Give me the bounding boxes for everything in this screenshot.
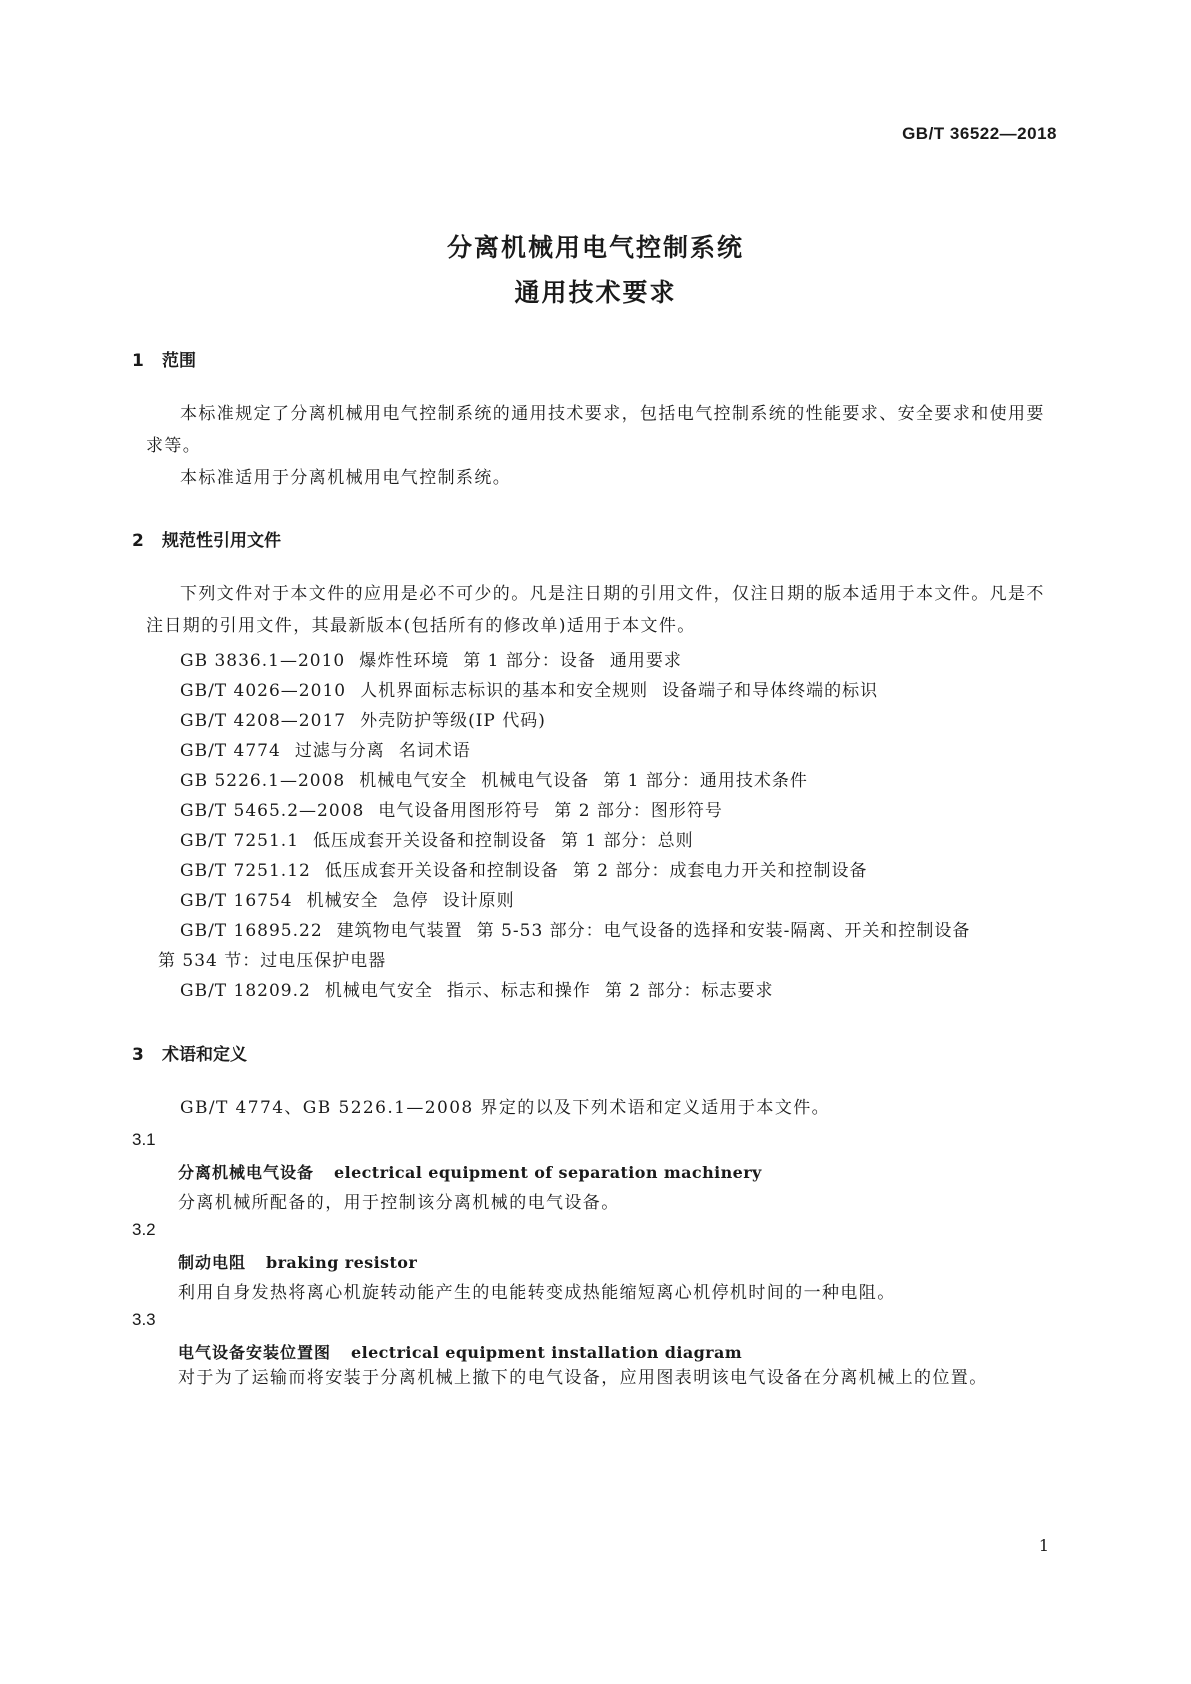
- reference-code: GB/T 16895.22: [180, 921, 323, 941]
- reference-item: [180, 736, 1060, 761]
- term-heading: [178, 1250, 417, 1273]
- reference-item: [180, 916, 1060, 941]
- reference-code: GB/T 4208—2017: [180, 711, 347, 731]
- reference-item: [180, 886, 1060, 911]
- section-3-heading: [132, 1040, 247, 1065]
- reference-code: GB/T 5465.2—2008: [180, 801, 365, 821]
- document-title-line1: 分离机械用电气控制系统: [446, 233, 744, 262]
- reference-part: 第 1 部分：总则: [561, 831, 694, 851]
- reference-part: 名词术语: [398, 741, 471, 761]
- section-1-paragraph-1: 本标准规定了分离机械用电气控制系统的通用技术要求，包括电气控制系统的性能要求、安全要求和使用要求等。: [146, 404, 1045, 456]
- term-definition: 利用自身发热将离心机旋转动能产生的电能转变成热能缩短离心机停机时间的一种电阻。: [178, 1283, 896, 1303]
- reference-part: 第 2 部分：成套电力开关和控制设备: [572, 861, 868, 881]
- term-english: electrical equipment installation diagram: [351, 1343, 743, 1362]
- reference-code: GB 3836.1—2010: [180, 651, 346, 671]
- reference-part: 指示、标志和操作: [446, 981, 591, 1001]
- reference-item: [180, 826, 1060, 851]
- document-title-line2: 通用技术要求: [514, 278, 677, 307]
- section-1-heading: [132, 346, 196, 371]
- term-chinese: 电气设备安装位置图: [178, 1343, 332, 1362]
- section-1-paragraph-2: 本标准适用于分离机械用电气控制系统。: [180, 468, 512, 488]
- reference-subtitle: 通用要求: [609, 651, 682, 671]
- reference-subtitle: 设计原则: [442, 891, 515, 911]
- reference-code: GB/T 4026—2010: [180, 681, 347, 701]
- reference-subtitle: 第 1 部分：通用技术条件: [603, 771, 808, 791]
- reference-subtitle: 第 2 部分：标志要求: [604, 981, 774, 1001]
- reference-code: GB/T 4774: [180, 741, 281, 761]
- term-chinese: 分离机械电气设备: [178, 1163, 315, 1182]
- reference-title: 人机界面标志标识的基本和安全规则: [360, 681, 649, 701]
- reference-part: 第 2 部分：图形符号: [554, 801, 723, 821]
- term-definition: 对于为了运输而将安装于分离机械上撤下的电气设备，应用图表明该电气设备在分离机械上的位置。: [178, 1368, 988, 1388]
- section-number: 2: [132, 531, 144, 551]
- standard-code: GB/T 36522—2018: [902, 124, 1057, 143]
- term-chinese: 制动电阻: [178, 1253, 247, 1272]
- reference-part: 急停: [392, 891, 429, 911]
- page-number: 1: [1038, 1536, 1049, 1555]
- reference-item: [180, 766, 1060, 791]
- reference-code: GB/T 18209.2: [180, 981, 311, 1001]
- section-title: 规范性引用文件: [162, 531, 281, 551]
- section-2-heading: [132, 526, 281, 551]
- reference-code: GB 5226.1—2008: [180, 771, 346, 791]
- reference-continuation: 第 534 节：过电压保护电器: [158, 951, 387, 971]
- reference-code: GB/T 7251.12: [180, 861, 311, 881]
- section-3-intro: GB/T 4774、GB 5226.1—2008 界定的以及下列术语和定义适用于本文件。: [180, 1098, 831, 1118]
- term-heading: [178, 1160, 762, 1183]
- term-english: electrical equipment of separation machinery: [334, 1163, 762, 1182]
- section-title: 范围: [162, 351, 196, 371]
- reference-item: [180, 796, 1060, 821]
- reference-item: [180, 976, 1060, 1001]
- term-number: 3.3: [132, 1310, 156, 1329]
- term-definition: 分离机械所配备的，用于控制该分离机械的电气设备。: [178, 1193, 620, 1213]
- reference-item: [180, 676, 1060, 701]
- reference-part: 机械电气设备: [481, 771, 590, 791]
- term-heading: [178, 1340, 742, 1363]
- reference-item: [180, 856, 1060, 881]
- reference-item: [180, 646, 1060, 671]
- reference-part: 设备端子和导体终端的标识: [662, 681, 879, 701]
- reference-title: 过滤与分离: [294, 741, 385, 761]
- term-number: 3.2: [132, 1220, 156, 1239]
- section-number: 3: [132, 1045, 144, 1065]
- reference-title: 机械电气安全: [324, 981, 433, 1001]
- reference-title: 机械电气安全: [359, 771, 468, 791]
- term-english: braking resistor: [266, 1253, 418, 1272]
- term-number: 3.1: [132, 1130, 156, 1149]
- reference-title: 外壳防护等级(IP 代码): [360, 711, 546, 731]
- reference-title: 低压成套开关设备和控制设备: [313, 831, 548, 851]
- section-2-intro: 下列文件对于本文件的应用是必不可少的。凡是注日期的引用文件，仅注日期的版本适用于本文件。凡是不注日期的引用文件，其最新版本(包括所有的修改单)适用于本文件。: [146, 584, 1045, 636]
- reference-title: 电气设备用图形符号: [378, 801, 541, 821]
- reference-title: 爆炸性环境: [359, 651, 450, 671]
- section-number: 1: [132, 351, 144, 371]
- reference-title: 机械安全: [306, 891, 379, 911]
- section-title: 术语和定义: [162, 1045, 247, 1065]
- reference-title: 建筑物电气装置: [336, 921, 463, 941]
- reference-item: [180, 706, 1060, 731]
- reference-part: 第 1 部分：设备: [463, 651, 596, 671]
- reference-code: GB/T 16754: [180, 891, 293, 911]
- reference-part: 第 5-53 部分：电气设备的选择和安装-隔离、开关和控制设备: [476, 921, 971, 941]
- reference-title: 低压成套开关设备和控制设备: [324, 861, 559, 881]
- reference-code: GB/T 7251.1: [180, 831, 300, 851]
